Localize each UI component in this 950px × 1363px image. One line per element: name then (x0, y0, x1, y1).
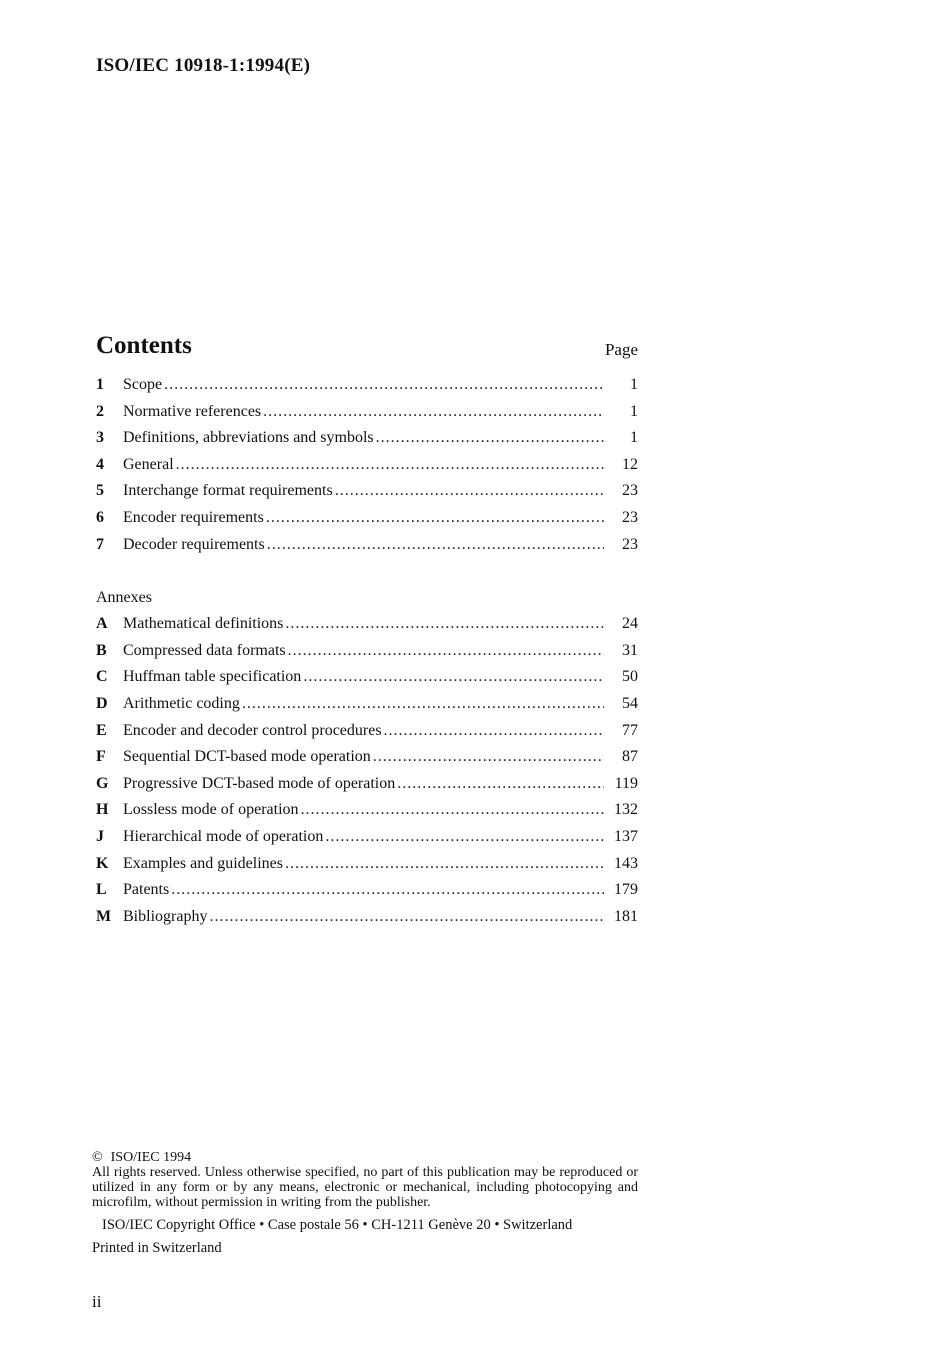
page-number: ii (92, 1292, 102, 1311)
toc-clause-entry (96, 425, 638, 452)
copyright-notice (92, 1150, 638, 1256)
toc-annex-entry (96, 904, 638, 931)
copyright-symbol: © (92, 1150, 103, 1165)
dot-leader (301, 797, 604, 824)
annex-heading: Annexes (96, 589, 152, 607)
toc-entry-page: 87 (622, 748, 638, 766)
toc-entry-title: Hierarchical mode of operation (123, 827, 324, 845)
toc-entry-title: Compressed data formats (123, 641, 286, 659)
rights-statement: All rights reserved. Unless otherwise specified, no part of this publication may be reproduced or utilized in any form or by any means, electronic or mechanical, including photocopying and microfilm, without permission in writing from the publisher. (92, 1165, 638, 1210)
toc-entry-page: 24 (622, 615, 638, 633)
toc-annex-entry (96, 664, 638, 691)
dot-leader (285, 611, 604, 638)
toc-entry-page: 77 (622, 721, 638, 739)
toc-entry-title: Interchange format requirements (123, 482, 333, 500)
toc-entry-title: Encoder requirements (123, 508, 264, 526)
dot-leader (164, 372, 604, 399)
toc-entry-title: Examples and guidelines (123, 854, 283, 872)
toc-entry-number: C (96, 668, 108, 686)
toc-entry-number: H (96, 801, 109, 819)
toc-entry-title: Scope (123, 376, 163, 393)
dot-leader (397, 771, 604, 798)
toc-annex-list (96, 611, 638, 930)
toc-clause-entry (96, 452, 638, 479)
toc-clause-entry (96, 478, 638, 505)
toc-entry-number: 5 (96, 482, 104, 500)
toc-annex-entry (96, 611, 638, 638)
toc-entry-number: 7 (96, 535, 104, 553)
toc-entry-page: 119 (614, 774, 638, 792)
toc-entry-number: 3 (96, 429, 104, 447)
toc-entry-number: A (96, 615, 108, 633)
toc-annex-entry (96, 771, 638, 798)
toc-entry-title: Lossless mode of operation (123, 801, 299, 819)
dot-leader (303, 664, 604, 691)
toc-annex-entry (96, 877, 638, 904)
toc-entry-title: Definitions, abbreviations and symbols (123, 429, 374, 447)
toc-annex-entry (96, 744, 638, 771)
dot-leader (335, 478, 604, 505)
toc-page-column-label: Page (604, 340, 638, 359)
printed-in: Printed in Switzerland (92, 1240, 222, 1256)
dot-leader (267, 532, 604, 559)
toc-clause-entry (96, 399, 638, 426)
copyright-line (92, 1150, 638, 1165)
toc-annex-entry (96, 824, 638, 851)
toc-entry-number: 2 (96, 402, 104, 420)
toc-annex-entry (96, 851, 638, 878)
dot-leader (263, 399, 604, 426)
toc-entry-number: 6 (96, 508, 104, 526)
table-of-contents (96, 324, 638, 930)
toc-entry-page: 23 (622, 508, 638, 526)
document-identifier: ISO/IEC 10918-1:1994(E) (96, 55, 311, 76)
toc-entry-number: 1 (96, 376, 104, 393)
toc-entry-page: 12 (622, 455, 638, 473)
toc-entry-number: M (96, 907, 112, 925)
toc-entry-title: Sequential DCT-based mode operation (123, 748, 371, 766)
toc-entry-number: D (96, 694, 108, 712)
toc-entry-title: Bibliography (123, 907, 208, 925)
toc-entry-page: 143 (614, 854, 638, 872)
toc-entry-number: L (96, 881, 107, 899)
toc-annex-entry (96, 691, 638, 718)
toc-entry-number: K (96, 854, 109, 872)
toc-entry-page: 23 (622, 535, 638, 553)
toc-entry-title: Huffman table specification (123, 668, 302, 686)
toc-entry-title: General (123, 455, 174, 473)
dot-leader (384, 718, 604, 745)
toc-entry-page: 31 (622, 641, 638, 659)
toc-clause-entry (96, 372, 638, 399)
toc-entry-page: 23 (622, 482, 638, 500)
toc-entry-title: Progressive DCT-based mode of operation (123, 774, 396, 792)
copyright-holder-year: ISO/IEC 1994 (110, 1150, 192, 1165)
toc-clause-list (96, 372, 638, 558)
toc-entry-page: 181 (614, 907, 638, 925)
toc-entry-title: Patents (123, 881, 170, 899)
toc-entry-page: 1 (630, 376, 638, 393)
dot-leader (288, 638, 604, 665)
toc-entry-page: 50 (622, 668, 638, 686)
toc-clause-entry (96, 505, 638, 532)
toc-entry-page: 1 (630, 402, 638, 420)
dot-leader (176, 452, 604, 479)
dot-leader (285, 851, 604, 878)
dot-leader (209, 904, 604, 931)
toc-annex-entry (96, 718, 638, 745)
toc-annex-entry (96, 638, 638, 665)
toc-entry-title: Arithmetic coding (123, 694, 240, 712)
dot-leader (373, 744, 604, 771)
toc-entry-page: 132 (614, 801, 638, 819)
toc-header (96, 324, 638, 360)
toc-entry-title: Encoder and decoder control procedures (123, 721, 382, 739)
toc-entry-page: 1 (630, 429, 638, 447)
dot-leader (325, 824, 604, 851)
dot-leader (376, 425, 604, 452)
toc-annex-entry (96, 797, 638, 824)
toc-title: Contents (96, 332, 192, 359)
toc-entry-number: J (96, 827, 104, 845)
toc-entry-title: Decoder requirements (123, 535, 265, 553)
toc-entry-title: Normative references (123, 402, 262, 420)
dot-leader (266, 505, 604, 532)
toc-entry-page: 179 (614, 881, 638, 899)
toc-entry-page: 54 (622, 694, 638, 712)
dot-leader (242, 691, 604, 718)
toc-entry-number: F (96, 748, 106, 766)
dot-leader (171, 877, 604, 904)
toc-entry-number: B (96, 641, 107, 659)
toc-entry-title: Mathematical definitions (123, 615, 284, 633)
toc-entry-number: 4 (96, 455, 104, 473)
toc-entry-number: G (96, 774, 109, 792)
toc-clause-entry (96, 532, 638, 559)
toc-entry-number: E (96, 721, 107, 739)
copyright-office-address: ISO/IEC Copyright Office • Case postale 56 • CH-1211 Genève 20 • Switzerland (102, 1217, 573, 1233)
toc-entry-page: 137 (614, 827, 638, 845)
